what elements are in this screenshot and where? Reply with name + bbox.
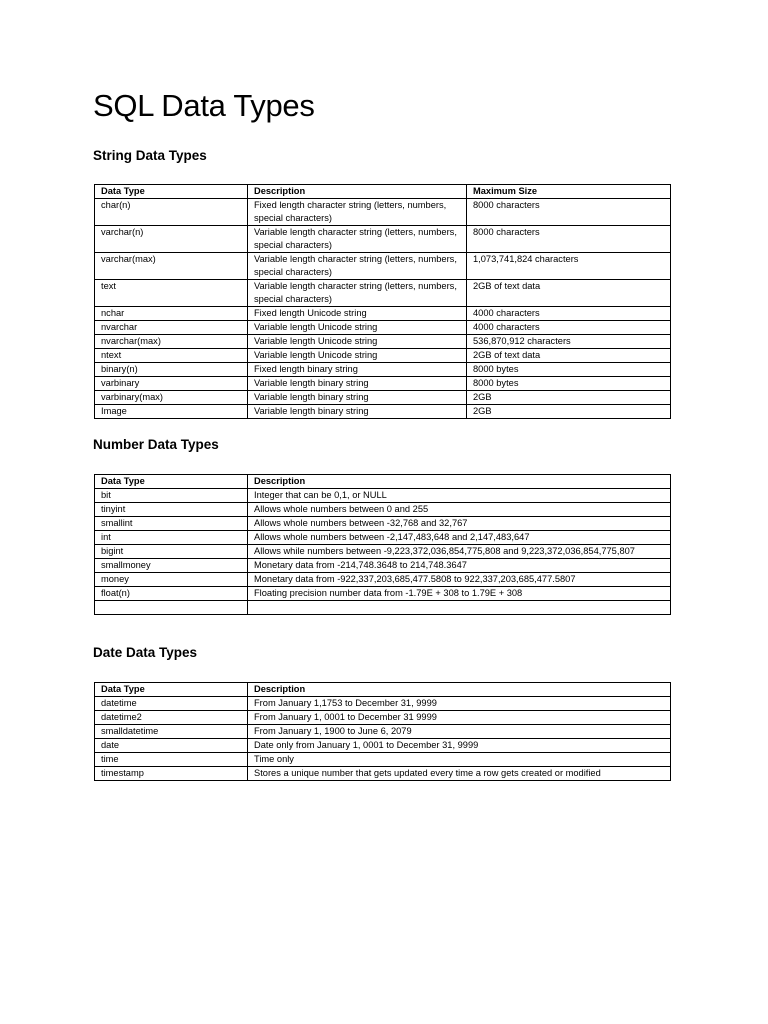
- description-cell: Integer that can be 0,1, or NULL: [248, 489, 671, 503]
- table-row: [95, 573, 671, 587]
- maximum-size-cell: 8000 characters: [467, 226, 671, 253]
- column-header-description: Description: [248, 475, 671, 489]
- table-row: [95, 489, 671, 503]
- data-type-cell: nchar: [95, 307, 248, 321]
- table-row: [95, 349, 671, 363]
- table-row: [95, 545, 671, 559]
- table-row: [95, 587, 671, 601]
- maximum-size-cell: 8000 bytes: [467, 363, 671, 377]
- description-cell: Fixed length character string (letters, numbers, special characters): [248, 199, 467, 226]
- data-type-cell: bit: [95, 489, 248, 503]
- column-header-maximum-size: Maximum Size: [467, 185, 671, 199]
- data-type-cell: [95, 601, 248, 615]
- data-type-cell: smalldatetime: [95, 725, 248, 739]
- maximum-size-cell: 536,870,912 characters: [467, 335, 671, 349]
- data-type-cell: bigint: [95, 545, 248, 559]
- description-cell: Variable length Unicode string: [248, 335, 467, 349]
- column-header-description: Description: [248, 683, 671, 697]
- table-row: [95, 767, 671, 781]
- description-cell: Allows whole numbers between -2,147,483,648 and 2,147,483,647: [248, 531, 671, 545]
- column-header-data-type: Data Type: [95, 185, 248, 199]
- column-header-data-type: Data Type: [95, 683, 248, 697]
- data-type-cell: int: [95, 531, 248, 545]
- maximum-size-cell: 2GB: [467, 391, 671, 405]
- description-cell: Variable length binary string: [248, 391, 467, 405]
- description-cell: [248, 601, 671, 615]
- description-cell: Variable length Unicode string: [248, 349, 467, 363]
- table-row: [95, 531, 671, 545]
- data-type-cell: datetime: [95, 697, 248, 711]
- data-type-cell: date: [95, 739, 248, 753]
- table-row: [95, 405, 671, 419]
- table-row: [95, 199, 671, 226]
- data-type-cell: nvarchar: [95, 321, 248, 335]
- table-row: [95, 559, 671, 573]
- description-cell: Monetary data from -922,337,203,685,477.5808 to 922,337,203,685,477.5807: [248, 573, 671, 587]
- data-type-cell: varchar(max): [95, 253, 248, 280]
- description-cell: Variable length binary string: [248, 405, 467, 419]
- data-type-cell: varbinary: [95, 377, 248, 391]
- table-row: [95, 711, 671, 725]
- description-cell: Variable length character string (letters, numbers, special characters): [248, 253, 467, 280]
- description-cell: From January 1, 0001 to December 31 9999: [248, 711, 671, 725]
- data-type-cell: text: [95, 280, 248, 307]
- data-type-cell: smallmoney: [95, 559, 248, 573]
- table-row: [95, 601, 671, 615]
- number-section-heading: Number Data Types: [93, 437, 219, 452]
- table-row: [95, 253, 671, 280]
- table-row: [95, 753, 671, 767]
- table-row: [95, 226, 671, 253]
- description-cell: Variable length Unicode string: [248, 321, 467, 335]
- description-cell: Time only: [248, 753, 671, 767]
- table-row: [95, 517, 671, 531]
- maximum-size-cell: 4000 characters: [467, 321, 671, 335]
- description-cell: Fixed length Unicode string: [248, 307, 467, 321]
- header-row: [95, 185, 671, 199]
- description-cell: Date only from January 1, 0001 to December 31, 9999: [248, 739, 671, 753]
- description-cell: Variable length character string (letters, numbers, special characters): [248, 280, 467, 307]
- string-data-types-table: [94, 184, 671, 419]
- table-row: [95, 363, 671, 377]
- data-type-cell: timestamp: [95, 767, 248, 781]
- table-row: [95, 321, 671, 335]
- description-cell: Allows whole numbers between 0 and 255: [248, 503, 671, 517]
- maximum-size-cell: 8000 bytes: [467, 377, 671, 391]
- data-type-cell: nvarchar(max): [95, 335, 248, 349]
- maximum-size-cell: 8000 characters: [467, 199, 671, 226]
- description-cell: Variable length binary string: [248, 377, 467, 391]
- maximum-size-cell: 4000 characters: [467, 307, 671, 321]
- data-type-cell: smallint: [95, 517, 248, 531]
- data-type-cell: Image: [95, 405, 248, 419]
- maximum-size-cell: 2GB of text data: [467, 280, 671, 307]
- page-title: SQL Data Types: [93, 88, 315, 123]
- data-type-cell: varchar(n): [95, 226, 248, 253]
- date-section-heading: Date Data Types: [93, 645, 198, 660]
- table-row: [95, 725, 671, 739]
- number-data-types-table: [94, 474, 671, 615]
- description-cell: Fixed length binary string: [248, 363, 467, 377]
- description-cell: Stores a unique number that gets updated every time a row gets created or modified: [248, 767, 671, 781]
- data-type-cell: time: [95, 753, 248, 767]
- description-cell: Allows while numbers between -9,223,372,036,854,775,808 and 9,223,372,036,854,775,807: [248, 545, 671, 559]
- data-type-cell: binary(n): [95, 363, 248, 377]
- table-row: [95, 391, 671, 405]
- maximum-size-cell: 2GB of text data: [467, 349, 671, 363]
- data-type-cell: tinyint: [95, 503, 248, 517]
- header-row: [95, 475, 671, 489]
- data-type-cell: float(n): [95, 587, 248, 601]
- data-type-cell: money: [95, 573, 248, 587]
- table-row: [95, 697, 671, 711]
- table-row: [95, 335, 671, 349]
- data-type-cell: char(n): [95, 199, 248, 226]
- table-row: [95, 307, 671, 321]
- description-cell: Variable length character string (letters, numbers, special characters): [248, 226, 467, 253]
- maximum-size-cell: 2GB: [467, 405, 671, 419]
- data-type-cell: ntext: [95, 349, 248, 363]
- description-cell: From January 1,1753 to December 31, 9999: [248, 697, 671, 711]
- header-row: [95, 683, 671, 697]
- string-section-heading: String Data Types: [93, 148, 207, 163]
- table-row: [95, 280, 671, 307]
- description-cell: Floating precision number data from -1.79E + 308 to 1.79E + 308: [248, 587, 671, 601]
- maximum-size-cell: 1,073,741,824 characters: [467, 253, 671, 280]
- table-row: [95, 739, 671, 753]
- table-row: [95, 503, 671, 517]
- description-cell: Allows whole numbers between -32,768 and 32,767: [248, 517, 671, 531]
- date-data-types-table: [94, 682, 671, 781]
- data-type-cell: datetime2: [95, 711, 248, 725]
- data-type-cell: varbinary(max): [95, 391, 248, 405]
- column-header-data-type: Data Type: [95, 475, 248, 489]
- table-row: [95, 377, 671, 391]
- column-header-description: Description: [248, 185, 467, 199]
- description-cell: From January 1, 1900 to June 6, 2079: [248, 725, 671, 739]
- description-cell: Monetary data from -214,748.3648 to 214,748.3647: [248, 559, 671, 573]
